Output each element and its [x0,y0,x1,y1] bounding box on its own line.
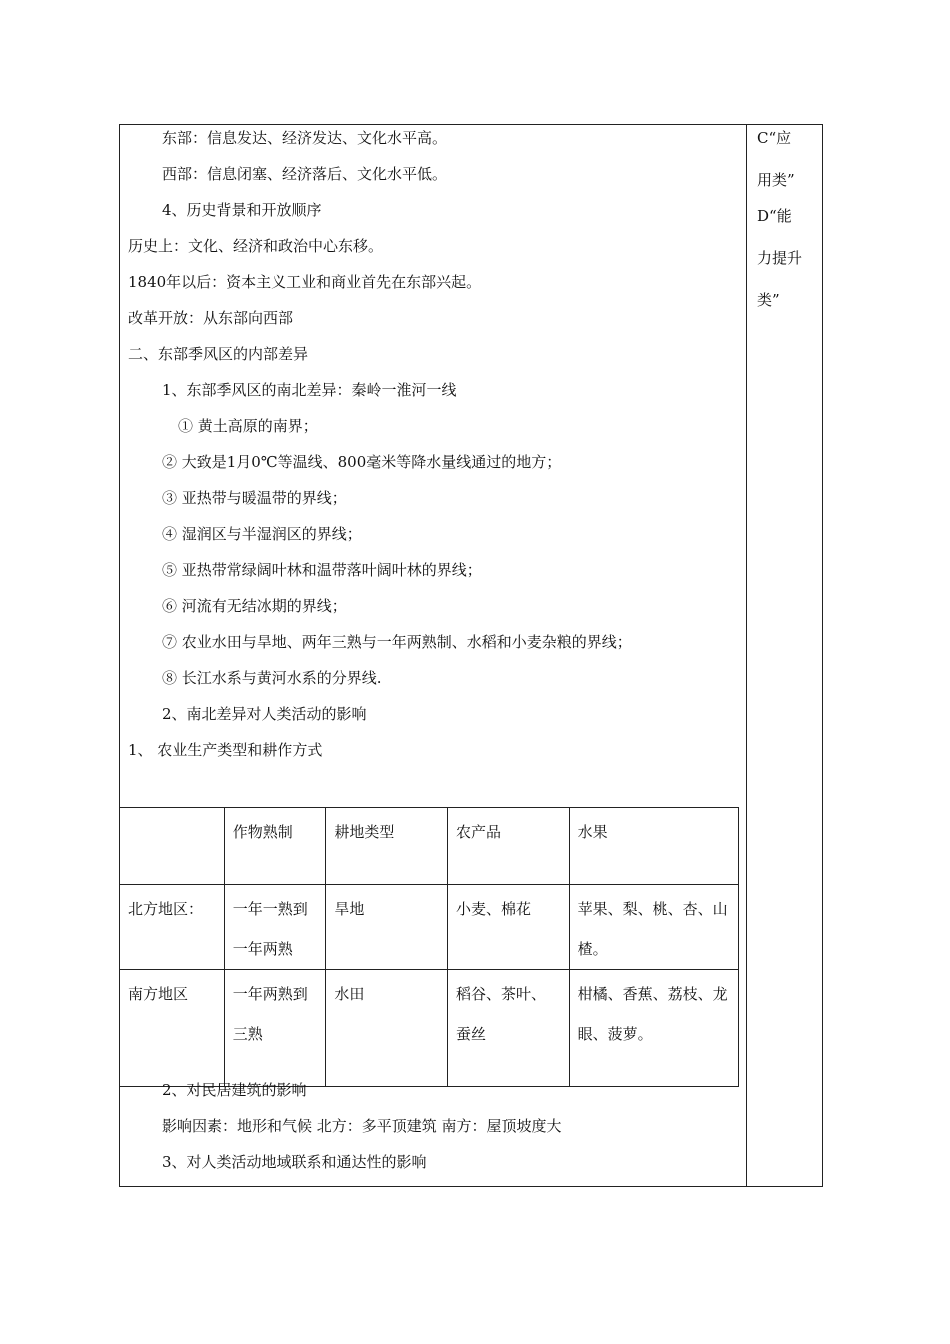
table-header-cell: 作物熟制 [224,808,326,885]
text-line: 2、对民居建筑的影响 [162,1081,307,1099]
text-line: 1、东部季风区的南北差异：秦岭一淮河一线 [162,381,457,399]
table-cell: 南方地区 [120,970,225,1087]
text-line: 1840年以后：资本主义工业和商业首先在东部兴起。 [128,273,482,291]
table-cell: 一年一熟到一年两熟 [224,885,326,970]
agriculture-table [119,807,739,1087]
list-item: ③ 亚热带与暖温带的界线； [162,489,347,507]
section-heading: 二、东部季风区的内部差异 [128,345,309,363]
table-cell: 稻谷、茶叶、蚕丝 [447,970,569,1087]
text-line: 历史上：文化、经济和政治中心东移。 [128,237,384,255]
list-item: ⑧ 长江水系与黄河水系的分界线. [162,669,382,687]
list-item: ① 黄土高原的南界； [178,417,318,435]
text-line: 4、历史背景和开放顺序 [162,201,322,219]
side-note-line: 力提升 [757,249,803,267]
table-cell: 一年两熟到三熟 [224,970,326,1087]
table-header-cell: 水果 [569,808,738,885]
table-header-cell [120,808,225,885]
side-note-line: C“应 [757,129,792,147]
text-line: 3、对人类活动地域联系和通达性的影响 [162,1153,427,1171]
text-line: 2、南北差异对人类活动的影响 [162,705,367,723]
list-item: ⑥ 河流有无结冰期的界线； [162,597,347,615]
table-cell: 水田 [326,970,448,1087]
text-line: 影响因素：地形和气候 北方：多平顶建筑 南方：屋顶坡度大 [162,1117,562,1135]
table-cell: 苹果、梨、桃、杏、山楂。 [569,885,738,970]
table-cell: 小麦、棉花 [447,885,569,970]
table-row [120,885,739,970]
table-header-cell: 耕地类型 [326,808,448,885]
text-line: 西部：信息闭塞、经济落后、文化水平低。 [162,165,448,183]
text-line: 改革开放：从东部向西部 [128,309,294,327]
text-line: 东部：信息发达、经济发达、文化水平高。 [162,129,448,147]
table-cell: 柑橘、香蕉、荔枝、龙眼、菠萝。 [569,970,738,1087]
side-note-line: 类” [757,291,780,309]
table-cell: 北方地区： [120,885,225,970]
list-item: ② 大致是1月0℃等温线、800毫米等降水量线通过的地方； [162,453,562,471]
table-header-cell: 农产品 [447,808,569,885]
table-cell: 旱地 [326,885,448,970]
list-item: ⑤ 亚热带常绿阔叶林和温带落叶阔叶林的界线； [162,561,482,579]
side-note-line: 用类” [757,171,795,189]
table-row [120,970,739,1087]
list-item: ④ 湿润区与半湿润区的界线； [162,525,362,543]
column-divider [746,124,747,1187]
table-header-row [120,808,739,885]
list-item: ⑦ 农业水田与旱地、两年三熟与一年两熟制、水稻和小麦杂粮的界线； [162,633,632,651]
text-line: 1、 农业生产类型和耕作方式 [128,741,323,759]
side-note-line: D“能 [757,207,792,225]
